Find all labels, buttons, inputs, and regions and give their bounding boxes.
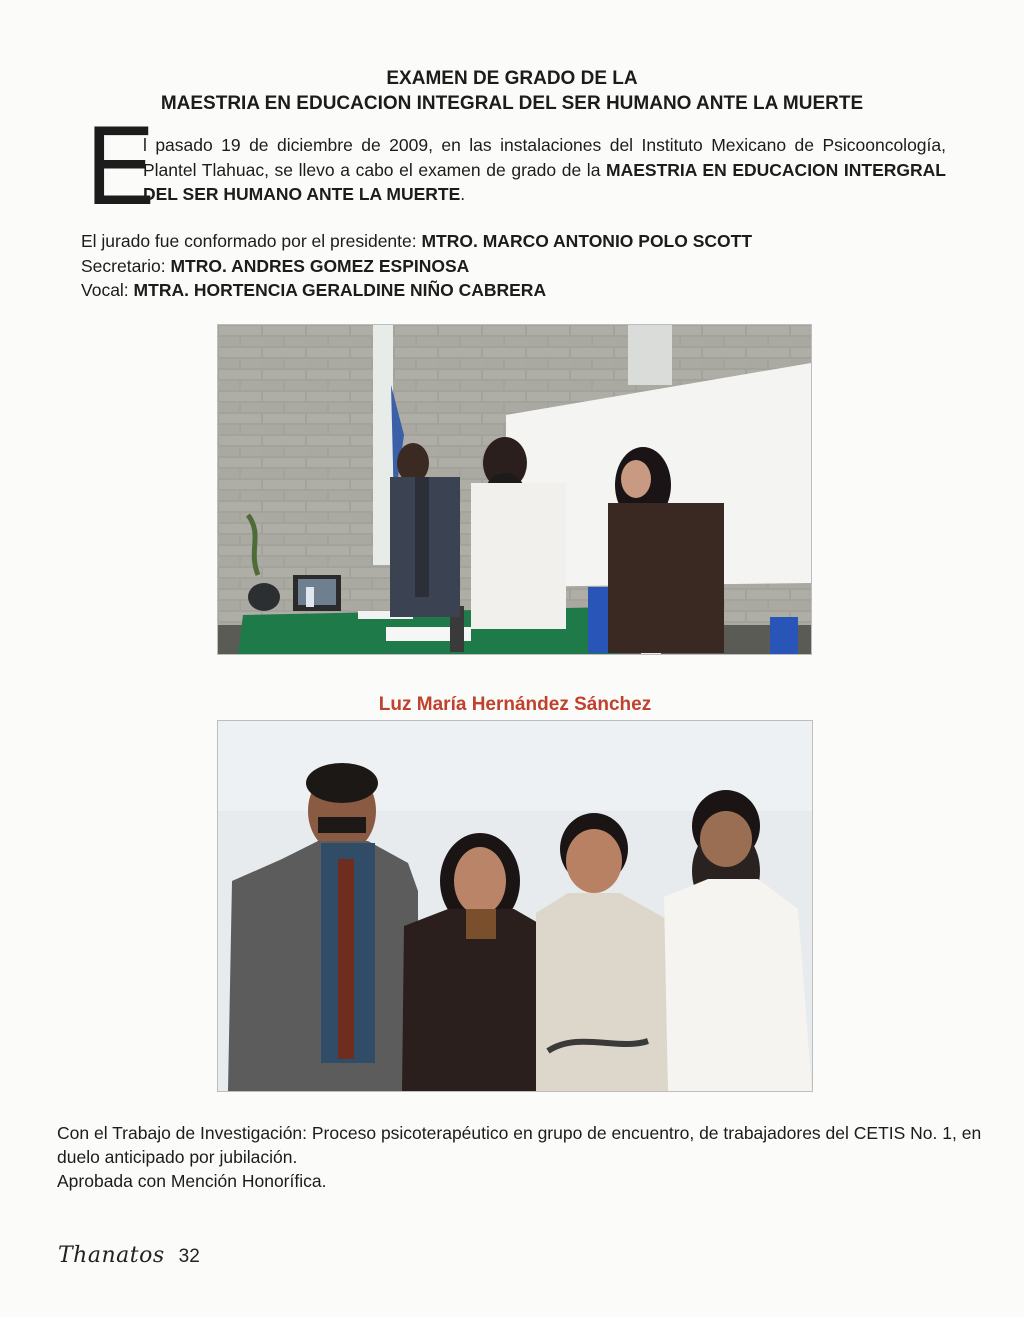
jury-president-name: MTRO. MARCO ANTONIO POLO SCOTT (421, 231, 753, 251)
page-footer (58, 1243, 200, 1268)
intro-text-start: l pasado 19 de diciembre de 2009, en las instalaciones del Instituto Mexicano de Psicooncología, Plantel Tlahuac, se llevo a cabo el examen de grado de la (143, 135, 946, 180)
exam-ceremony-photo (217, 324, 812, 655)
intro-program-name: MAESTRIA EN EDUCACION INTERGRAL DEL SER HUMANO ANTE LA MUERTE (143, 159, 946, 204)
group-portrait-photo (217, 720, 813, 1092)
title-line-1: EXAMEN DE GRADO DE LA (386, 68, 638, 89)
jury-president-label: El jurado fue conformado por el presidente: (81, 231, 422, 251)
intro-paragraph (143, 133, 946, 207)
jury-vocal-label: Vocal: (81, 280, 134, 300)
jury-secretary-name: MTRO. ANDRES GOMEZ ESPINOSA (170, 255, 470, 276)
research-work-text: Con el Trabajo de Investigación: Proceso psicoterapéutico en grupo de encuentro, de trabajadores del CETIS No. 1, en duelo anticipado por jubilación. (57, 1123, 982, 1167)
page-number: 32 (178, 1246, 200, 1267)
jury-president-line (81, 229, 961, 254)
approval-text: Aprobada con Mención Honorífica. (57, 1171, 327, 1191)
jury-secretary-line (81, 254, 961, 279)
drop-cap: E (86, 103, 155, 228)
group-portrait-illustration (218, 721, 812, 1091)
intro-text-end: . (460, 184, 466, 204)
title-line-2: MAESTRIA EN EDUCACION INTEGRAL DEL SER HUMANO ANTE LA MUERTE (160, 93, 864, 114)
photo-caption: Luz María Hernández Sánchez (378, 694, 652, 715)
jury-vocal-name: MTRA. HORTENCIA GERALDINE NIÑO CABRERA (133, 280, 547, 300)
thanatos-logo: Thanatos (58, 1243, 165, 1268)
jury-list (81, 229, 961, 303)
jury-secretary-label: Secretario: (81, 255, 171, 276)
closing-paragraph (57, 1121, 987, 1193)
exam-ceremony-illustration (218, 325, 811, 654)
jury-vocal-line (81, 278, 961, 303)
